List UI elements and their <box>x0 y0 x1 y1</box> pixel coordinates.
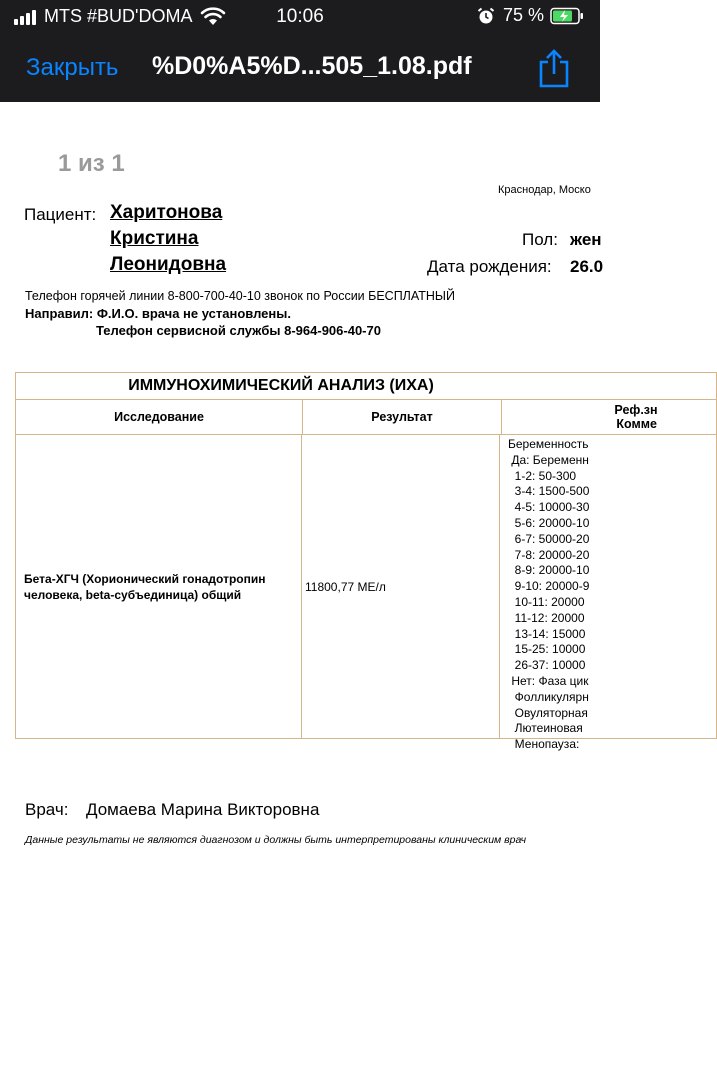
document-title: %D0%A5%D...505_1.08.pdf <box>152 52 472 80</box>
reference-line: Менопауза: <box>508 737 580 752</box>
sex-label: Пол: <box>522 230 558 249</box>
table-header <box>16 400 716 435</box>
alarm-icon <box>477 7 495 25</box>
reference-line: 15-25: 10000 <box>508 642 586 657</box>
patient-patronymic: Леонидовна <box>110 254 227 275</box>
patient-first-name: Кристина <box>110 228 199 249</box>
reference-line: 7-8: 20000-20 <box>508 547 590 562</box>
doctor-label: Врач: <box>25 800 69 819</box>
carrier-label: MTS #BUD'DOMA <box>44 6 193 26</box>
hotline-text: Телефон горячей линии 8-800-700-40-10 звонок по России БЕСПЛАТНЫЙ <box>25 289 455 303</box>
reference-line: Да: Беременн <box>508 452 589 467</box>
reference-line: Беременность <box>508 437 589 451</box>
result-value: 11800,77 МЕ/л <box>302 435 500 738</box>
reference-line: 5-6: 20000-10 <box>508 515 590 530</box>
status-right <box>477 5 584 26</box>
reference-line: Фолликулярн <box>508 689 589 704</box>
city-header: Краснодар, Моско <box>498 184 591 196</box>
nav-bar <box>0 34 600 102</box>
reference-line: 6-7: 50000-20 <box>508 531 590 546</box>
reference-line: 8-9: 20000-10 <box>508 563 590 578</box>
patient-label: Пациент: <box>24 205 97 224</box>
results-table <box>15 372 717 752</box>
reference-line: 13-14: 15000 <box>508 626 586 641</box>
table-title: ИММУНОХИМИЧЕСКИЙ АНАЛИЗ (ИХА) <box>16 373 716 400</box>
battery-icon <box>550 7 584 25</box>
reference-values <box>500 435 716 752</box>
sex-value: жен <box>570 230 602 249</box>
battery-percent: 75 % <box>502 5 544 25</box>
reference-line: 3-4: 1500-500 <box>508 484 590 499</box>
reference-line: 10-11: 20000 <box>508 594 585 609</box>
share-icon[interactable] <box>536 48 572 88</box>
reference-line: 11-12: 20000 <box>508 610 585 625</box>
header-reference: Реф.зн Комме <box>614 403 658 431</box>
birth-label: Дата рождения: <box>427 257 552 276</box>
reference-line: Овуляторная <box>508 705 588 720</box>
reference-line: 26-37: 10000 <box>508 658 586 673</box>
reference-line: 4-5: 10000-30 <box>508 500 590 515</box>
pdf-page <box>0 102 658 1066</box>
status-time: 10:06 <box>276 6 324 27</box>
status-bar <box>0 0 600 34</box>
reference-line: 9-10: 20000-9 <box>508 579 590 594</box>
service-phone: Телефон сервисной службы 8-964-906-40-70 <box>96 323 381 338</box>
close-button[interactable]: Закрыть <box>26 54 119 81</box>
disclaimer: Данные результаты не являются диагнозом и должны быть интерпретированы клиническим врач <box>25 834 527 846</box>
referred-by: Направил: Ф.И.О. врача не установлены. <box>25 306 291 321</box>
table-row <box>16 435 716 752</box>
doctor-name: Домаева Марина Викторовна <box>86 800 320 819</box>
page-indicator: 1 из 1 <box>58 150 125 177</box>
header-result: Результат <box>303 400 502 434</box>
reference-line: Нет: Фаза цик <box>508 673 589 688</box>
reference-line: Лютеиновая <box>508 721 583 736</box>
study-name: Бета-ХГЧ (Хорионический гонадотропин человека, beta-субъединица) общий <box>16 435 302 738</box>
reference-line: 1-2: 50-300 <box>508 468 577 483</box>
birth-value: 26.0 <box>570 257 604 276</box>
patient-surname: Харитонова <box>110 202 223 223</box>
header-study: Исследование <box>16 400 303 434</box>
